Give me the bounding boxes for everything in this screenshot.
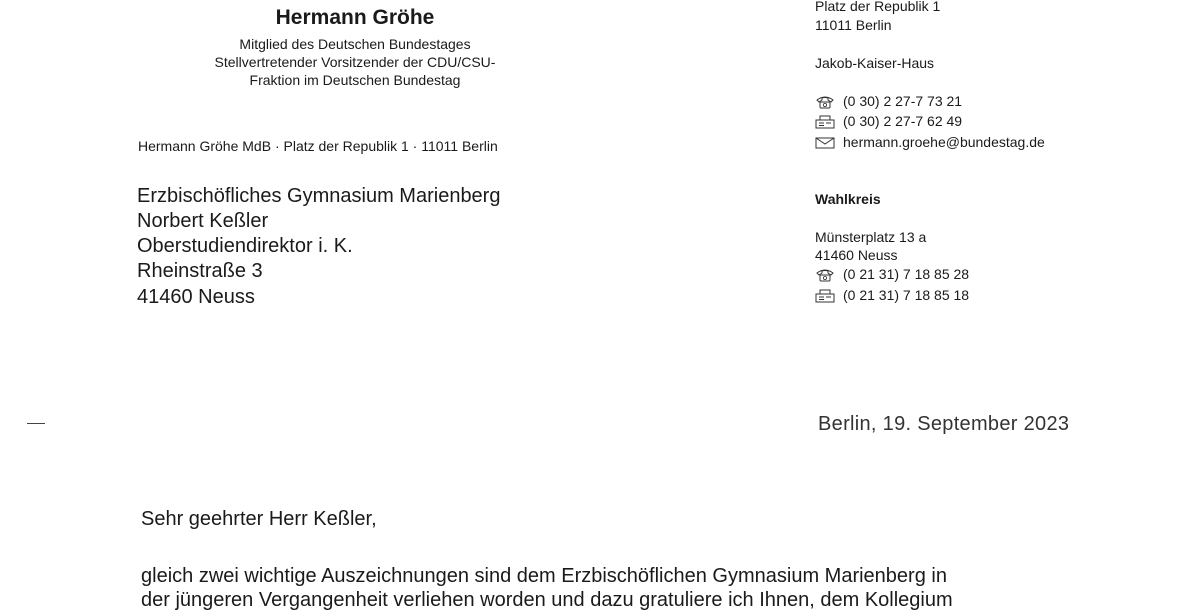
fax-icon xyxy=(815,289,835,303)
wahlkreis-phone-row xyxy=(815,265,969,284)
body-text-line: gleich zwei wichtige Auszeichnungen sind dem Erzbischöflichen Gymnasium Marienberg in xyxy=(141,565,947,587)
sender-name: Hermann Gröhe xyxy=(275,6,435,29)
fold-mark xyxy=(27,423,45,424)
wahlkreis-phone: (0 21 31) 7 18 85 28 xyxy=(843,266,970,282)
wahlkreis-fax-row xyxy=(815,286,969,305)
return-address-line: Hermann Gröhe MdB · Platz der Republik 1 · 11011 Berlin xyxy=(138,138,498,154)
sender-title-line: Fraktion im Deutschen Bundestag xyxy=(249,72,461,88)
recipient-line: 41460 Neuss xyxy=(137,286,255,308)
office-email-row xyxy=(815,133,1045,152)
wahlkreis-fax: (0 21 31) 7 18 85 18 xyxy=(843,287,970,303)
wahlkreis-heading: Wahlkreis xyxy=(815,191,881,207)
body-text-line: der jüngeren Vergangenheit verliehen worden und dazu gratuliere ich Ihnen, dem Kollegium xyxy=(141,589,953,611)
recipient-line: Oberstudiendirektor i. K. xyxy=(137,235,353,257)
wahlkreis-city: 41460 Neuss xyxy=(815,247,898,263)
office-building: Jakob-Kaiser-Haus xyxy=(815,55,935,71)
salutation: Sehr geehrter Herr Keßler, xyxy=(141,508,377,530)
sender-title-line: Mitglied des Deutschen Bundestages xyxy=(239,36,471,52)
office-phone-row xyxy=(815,92,962,111)
office-fax: (0 30) 2 27-7 62 49 xyxy=(843,113,963,129)
office-fax-row xyxy=(815,112,962,131)
telephone-icon xyxy=(815,95,835,109)
office-city: 11011 Berlin xyxy=(815,17,892,33)
recipient-line: Erzbischöfliches Gymnasium Marienberg xyxy=(137,185,501,207)
office-email[interactable]: hermann.groehe@bundestag.de xyxy=(843,134,1045,150)
sender-title-line: Stellvertretender Vorsitzender der CDU/CSU- xyxy=(214,54,496,70)
recipient-line: Rheinstraße 3 xyxy=(137,260,263,282)
wahlkreis-street: Münsterplatz 13 a xyxy=(815,229,927,245)
fax-icon xyxy=(815,115,835,129)
date-line: Berlin, 19. September 2023 xyxy=(818,413,1070,435)
telephone-icon xyxy=(815,268,835,282)
office-phone: (0 30) 2 27-7 73 21 xyxy=(843,93,963,109)
office-street: Platz der Republik 1 xyxy=(815,0,941,14)
recipient-line: Norbert Keßler xyxy=(137,210,269,232)
email-icon xyxy=(815,136,835,150)
